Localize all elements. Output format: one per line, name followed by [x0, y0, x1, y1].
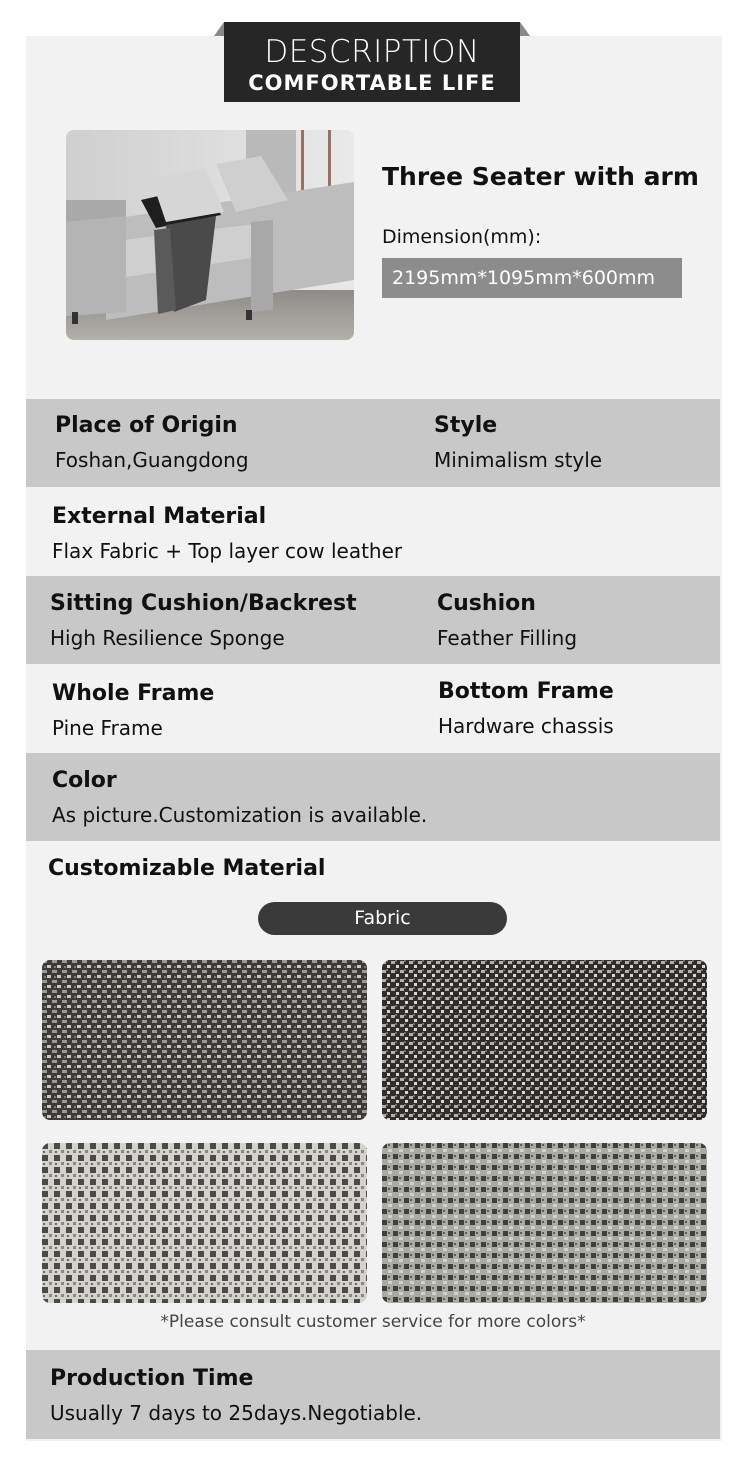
fabric-swatch-4-icon — [382, 1143, 707, 1303]
sofa-illustration — [66, 130, 354, 340]
production-time-label: Production Time — [50, 1366, 254, 1391]
bottom-frame-value: Hardware chassis — [438, 714, 614, 738]
external-material-label: External Material — [52, 504, 267, 529]
fabric-swatch-1-icon — [42, 960, 367, 1120]
spec-row-origin-style — [26, 399, 720, 487]
spec-row-cushions — [26, 576, 720, 664]
fabric-swatch-3 — [42, 1143, 367, 1303]
section-badge — [224, 22, 520, 102]
style-value: Minimalism style — [434, 448, 603, 472]
fabric-swatch-1 — [42, 960, 367, 1120]
color-value: As picture.Customization is available. — [52, 803, 428, 827]
color-label: Color — [52, 768, 117, 793]
cushion-label: Cushion — [437, 591, 536, 616]
dimension-value: 2195mm*1095mm*600mm — [382, 258, 682, 298]
more-colors-note: *Please consult customer service for more colors* — [160, 1312, 586, 1332]
sofa-photo — [66, 130, 354, 340]
sitting-cushion-label: Sitting Cushion/Backrest — [50, 591, 357, 616]
fabric-swatch-2-icon — [382, 960, 707, 1120]
whole-frame-value: Pine Frame — [52, 716, 163, 740]
dimension-label: Dimension(mm): — [382, 226, 542, 248]
spec-row-production — [26, 1350, 720, 1439]
style-label: Style — [434, 413, 498, 438]
product-name: Three Seater with arm — [382, 162, 699, 191]
fabric-tab[interactable]: Fabric — [258, 902, 507, 935]
sitting-cushion-value: High Resilience Sponge — [50, 626, 285, 650]
production-time-value: Usually 7 days to 25days.Negotiable. — [50, 1401, 423, 1425]
bottom-frame-label: Bottom Frame — [438, 679, 614, 704]
external-material-value: Flax Fabric + Top layer cow leather — [52, 539, 403, 563]
cushion-value: Feather Filling — [437, 626, 578, 650]
fabric-swatch-3-icon — [42, 1143, 367, 1303]
spec-row-color — [26, 753, 720, 841]
fabric-swatch-2 — [382, 960, 707, 1120]
origin-label: Place of Origin — [55, 413, 238, 438]
whole-frame-label: Whole Frame — [52, 681, 215, 706]
customizable-material-title: Customizable Material — [48, 856, 326, 881]
origin-value: Foshan,Guangdong — [55, 448, 249, 472]
section-title: DESCRIPTION — [264, 34, 480, 70]
spec-row-frames — [26, 664, 720, 752]
fabric-swatch-4 — [382, 1143, 707, 1303]
spec-row-external-material — [26, 488, 720, 576]
section-subtitle: COMFORTABLE LIFE — [248, 71, 496, 95]
